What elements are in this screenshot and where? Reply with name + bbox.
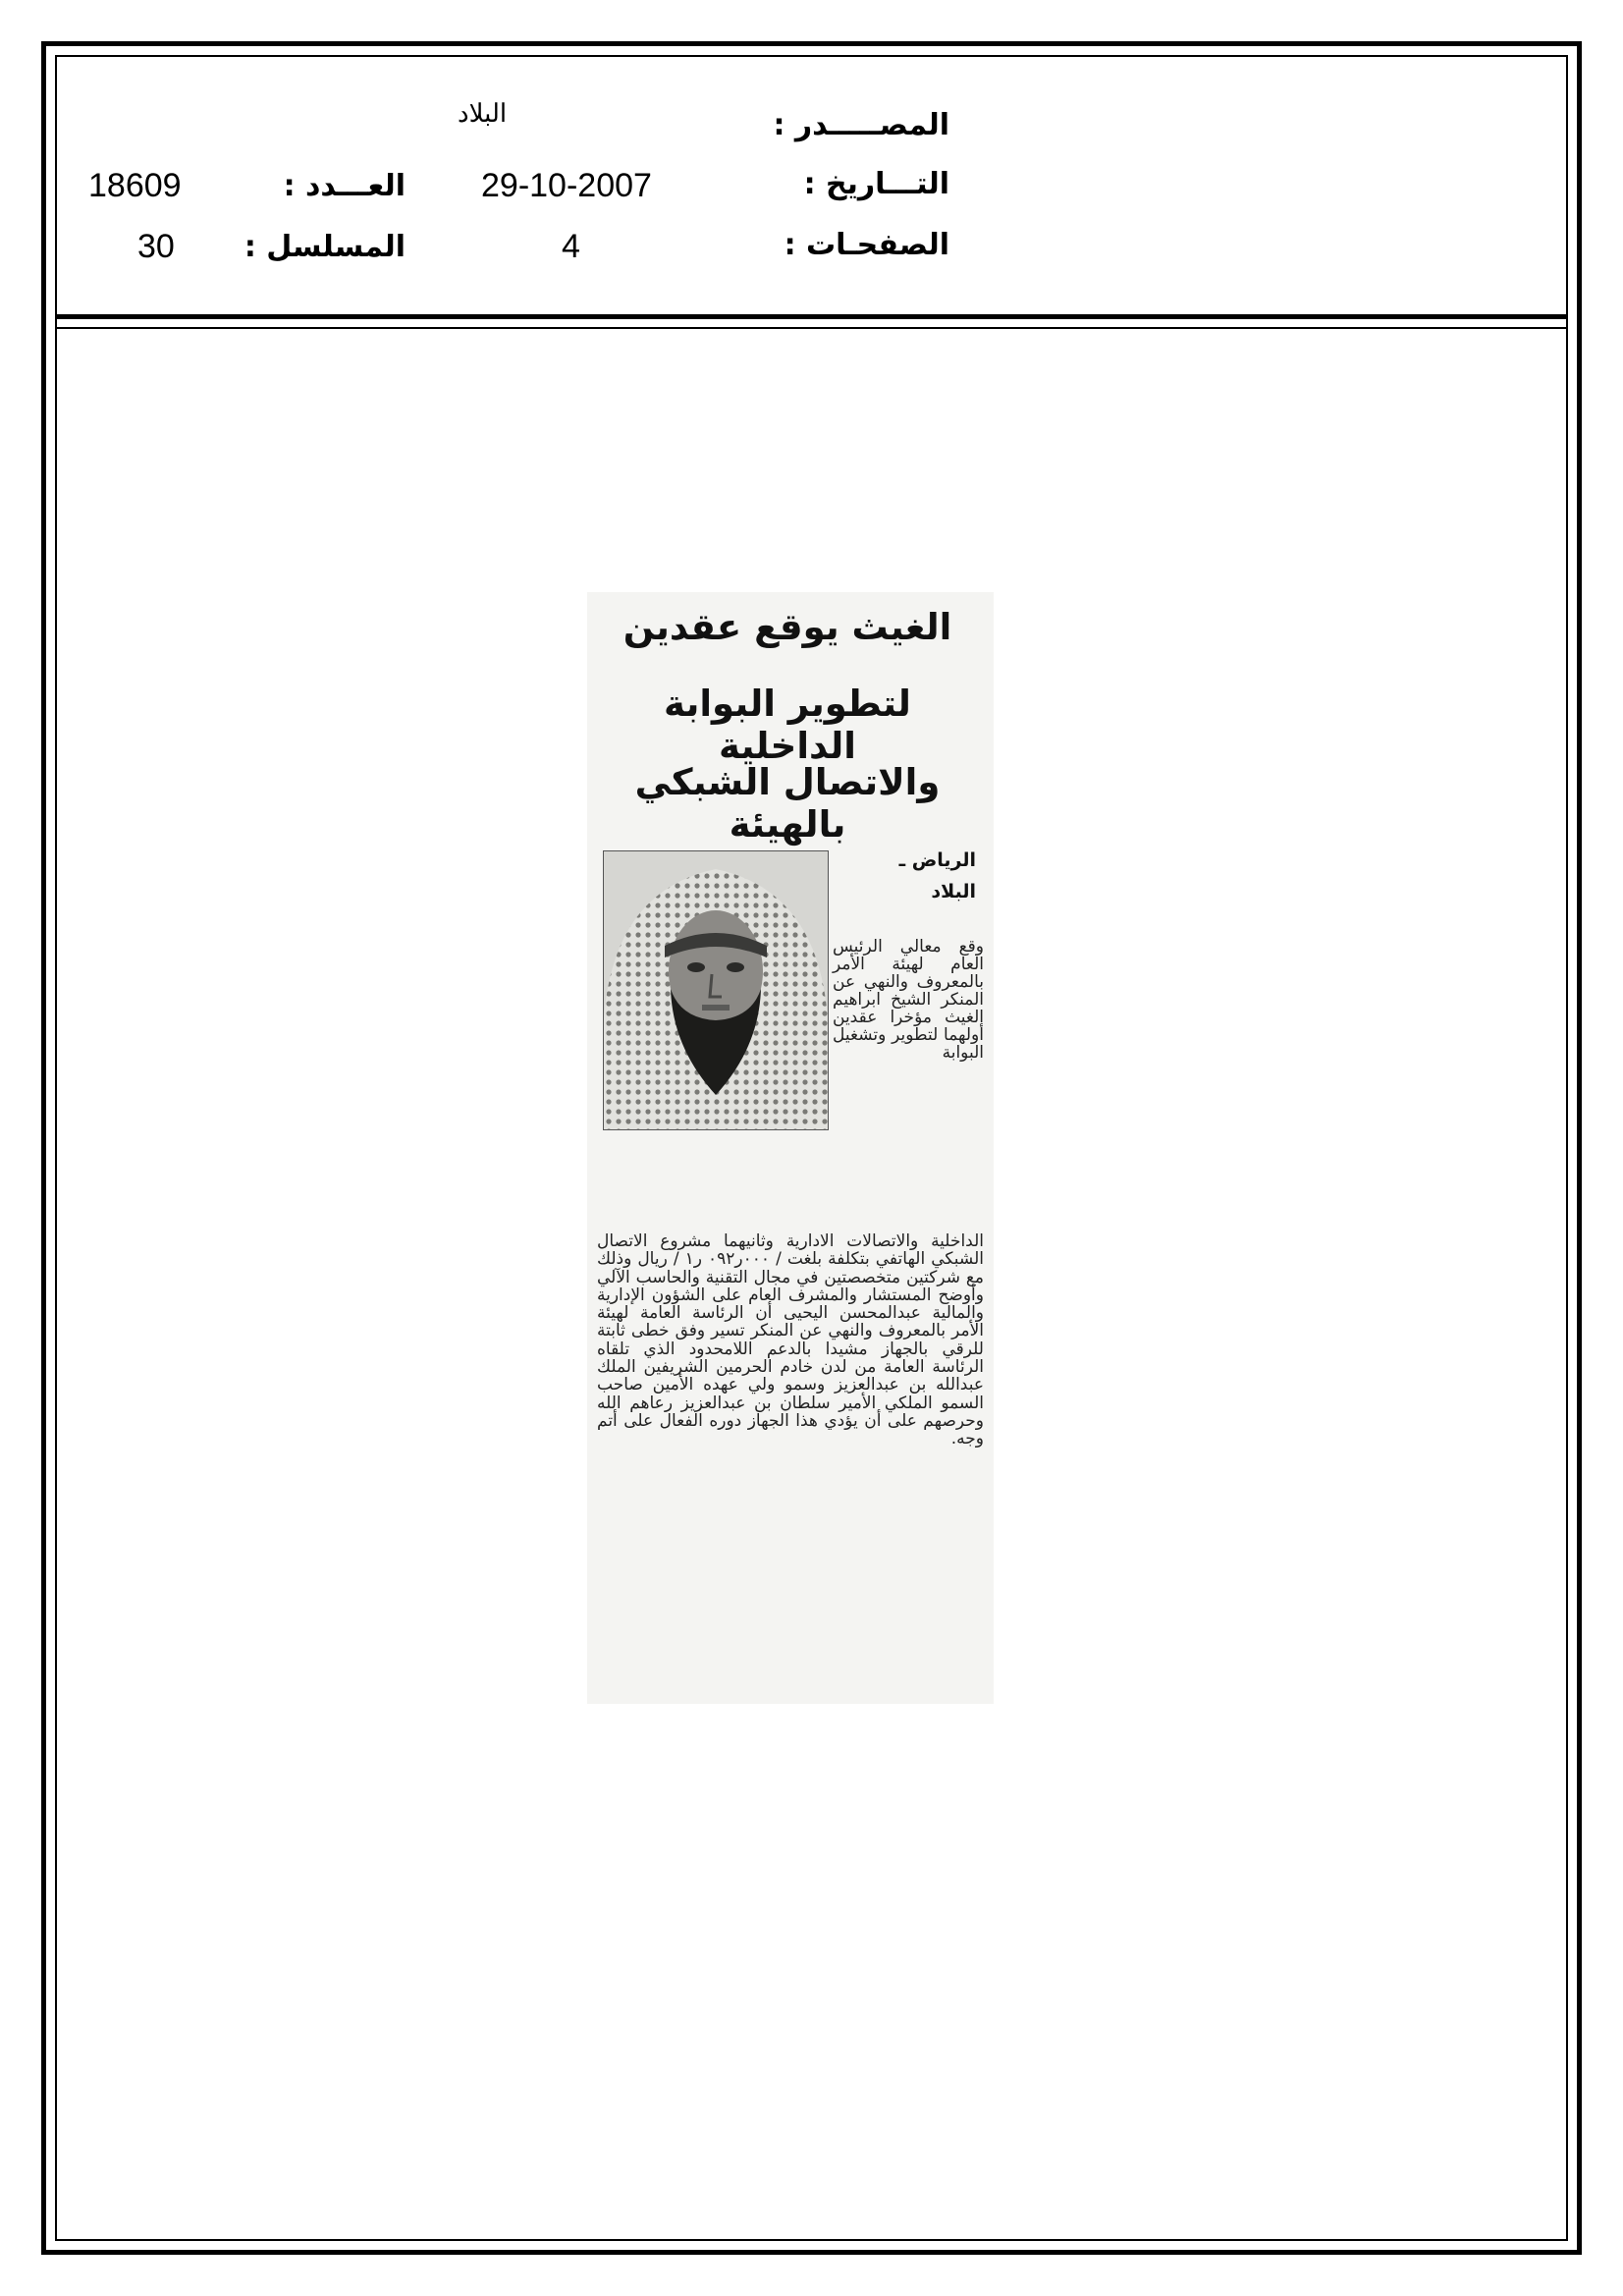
portrait-photo — [603, 850, 829, 1130]
date-value: 29-10-2007 — [481, 167, 652, 204]
issue-label: العـــدد : — [283, 169, 406, 203]
source-value: البلاد — [458, 98, 508, 128]
portrait-image — [604, 851, 828, 1129]
serial-value: 30 — [137, 228, 175, 265]
headline-line-3: والاتصال الشبكي بالهيئة — [634, 761, 941, 846]
issue-value: 18609 — [88, 167, 182, 204]
header-divider — [55, 314, 1568, 319]
byline-source: البلاد — [931, 881, 976, 902]
date-label: التـــاريخ : — [803, 167, 949, 201]
source-label: المصـــــدر : — [773, 108, 949, 142]
article-body-full: الداخلية والاتصالات الادارية وثانيهما مشروع الاتصال الشبكي الهاتفي بتكلفة بلغت / ٠٠٠ر٠٩٢ ر١ / ريال وذلك مع شركتين متخصصتين في مجال التقنية والحاسب الآلي وأوضح المستشار والمشرف العام على الشؤون الإدارية والمالية عبدالمحسن اليحيى أن الرئاسة العامة لهيئة الأمر بالمعروف والنهي عن المنكر تسير وفق خطى ثابتة للرقي بالجهاز مشيدا بالدعم اللامحدود الذي تلقاه الرئاسة العامة من لدن خادم الحرمين الشريفين الملك عبدالله بن عبدالعزيز وسمو ولي عهده الأمين صاحب السمو الملكي الأمير سلطان بن عبدالعزيز رعاهم الله وحرصهم على أن يؤدي هذا الجهاز دوره الفعال على أتم وجه. — [597, 1231, 984, 1449]
byline-place: الرياض ـ — [898, 849, 976, 871]
headline-line-2: لتطوير البوابة الداخلية — [664, 683, 911, 767]
headline-line-1: الغيث يوقع عقدين — [622, 606, 952, 648]
serial-label: المسلسل : — [243, 230, 406, 264]
header-divider-secondary — [55, 327, 1568, 329]
newspaper-clipping — [587, 592, 994, 1704]
article-body-column: وقع معالي الرئيس العام لهيئة الأمر بالمعروف والنهي عن المنكر الشيخ ابراهيم الغيث مؤخرا عقدين أولهما لتطوير وتشغيل البوابة — [833, 937, 984, 1063]
pages-label: الصفحـات : — [784, 228, 949, 262]
pages-value: 4 — [562, 228, 580, 265]
